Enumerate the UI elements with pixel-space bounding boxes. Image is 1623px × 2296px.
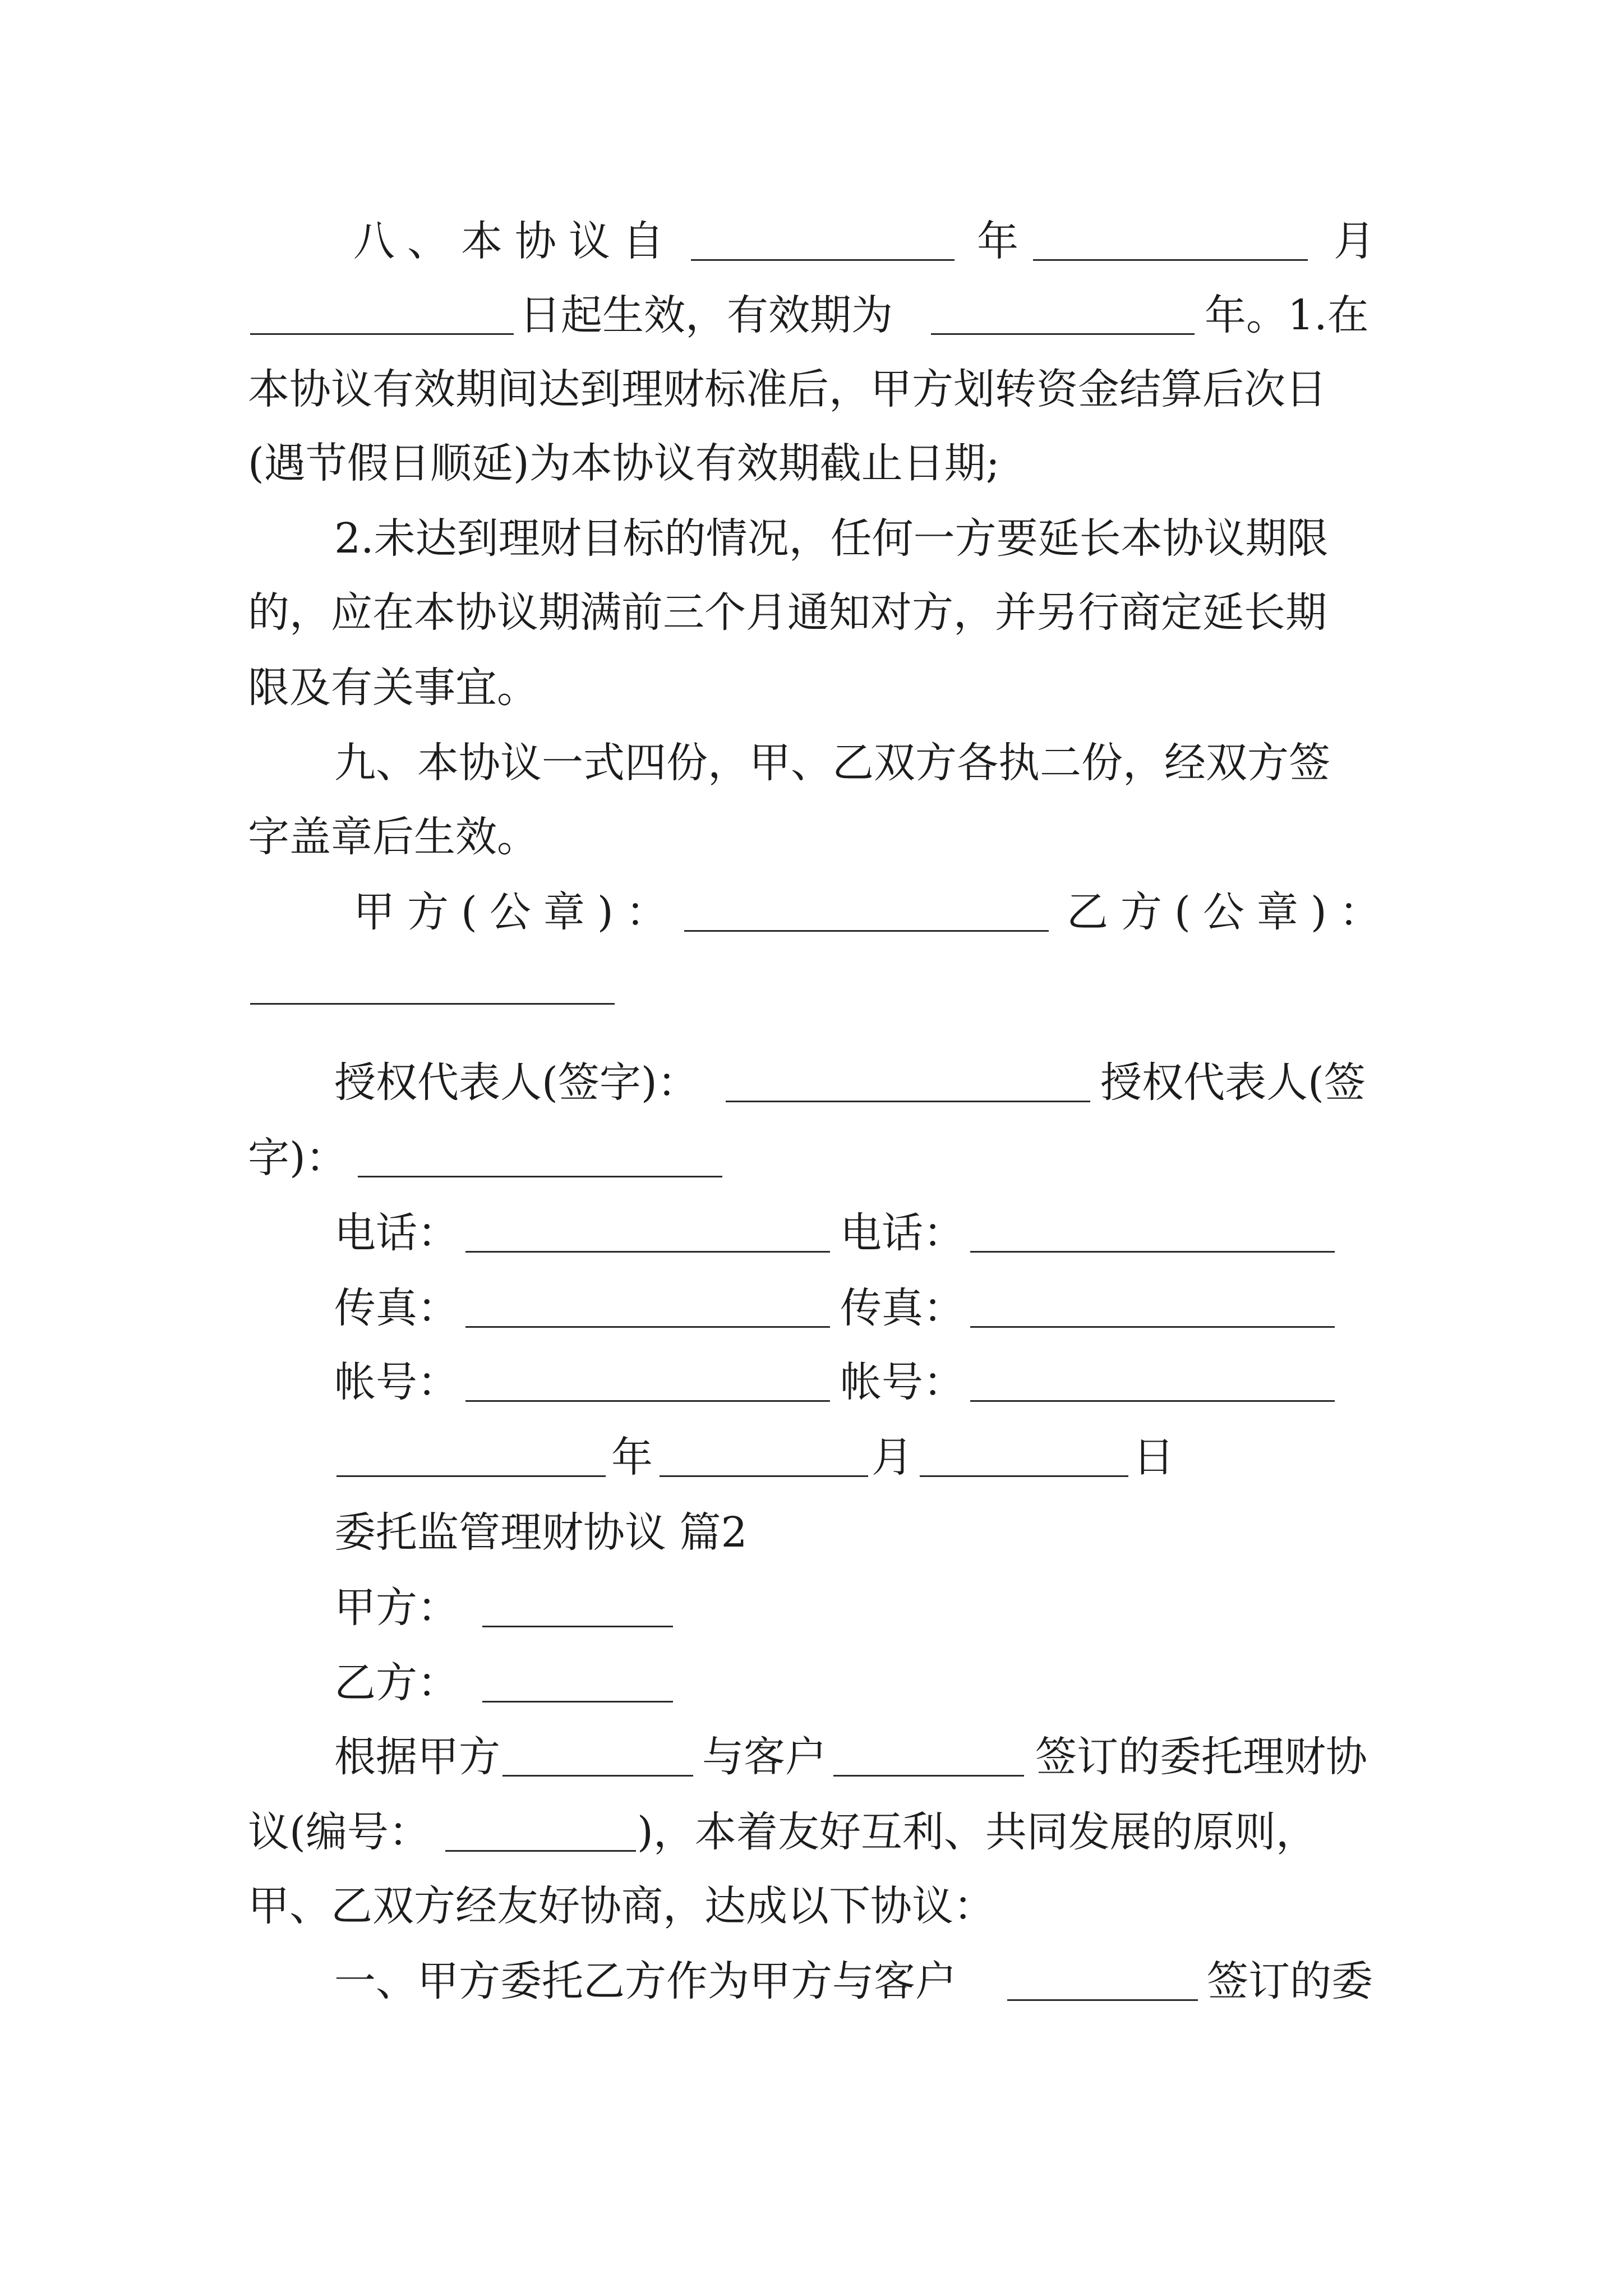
party-a-seal-label: 甲方(公章)： bbox=[353, 888, 680, 936]
seal-line-2 bbox=[248, 958, 1375, 1014]
phone-a-label: 电话： bbox=[334, 1209, 459, 1257]
basis-line-2 bbox=[248, 1804, 1375, 1860]
clause-8-heading: 八、本协议自 bbox=[353, 217, 676, 265]
clause-8-line-3 bbox=[248, 361, 1375, 417]
account-b-label: 帐号： bbox=[840, 1358, 965, 1406]
clause-9-line-2 bbox=[248, 809, 1375, 865]
day-blank[interactable] bbox=[250, 298, 514, 335]
seal-line bbox=[248, 884, 1393, 940]
basis-text-6: 甲、乙双方经友好协商，达成以下协议： bbox=[248, 1882, 995, 1930]
party-b-line bbox=[248, 1655, 1375, 1711]
phone-line bbox=[248, 1205, 1375, 1261]
client-name-blank[interactable] bbox=[833, 1740, 1024, 1777]
party-b-seal-label: 乙方(公章)： bbox=[1067, 888, 1393, 936]
article-1-text-b: 签订的委 bbox=[1207, 1957, 1373, 2005]
account-b-blank[interactable] bbox=[970, 1365, 1335, 1402]
rep-line-2 bbox=[248, 1130, 1375, 1186]
section-2-title-line bbox=[248, 1504, 1375, 1561]
validity-years-text: 年。1.在 bbox=[1205, 291, 1369, 339]
basis-text-4: 议(编号： bbox=[248, 1808, 430, 1856]
article-1-text-a: 一、甲方委托乙方作为甲方与客户 bbox=[334, 1957, 957, 2005]
section-2-title: 委托监管理财协议 篇2 bbox=[334, 1508, 748, 1557]
basis-line-3 bbox=[248, 1878, 1375, 1934]
clause-8-text-f: 的，应在本协议期满前三个月通知对方，并另行商定延长期 bbox=[248, 588, 1327, 637]
party-a-label: 甲方： bbox=[334, 1584, 459, 1632]
fax-a-blank[interactable] bbox=[465, 1291, 830, 1328]
phone-b-blank[interactable] bbox=[970, 1216, 1335, 1253]
date-day-label: 日 bbox=[1133, 1433, 1174, 1481]
rep-a-label: 授权代表人(签字)： bbox=[334, 1059, 699, 1107]
rep-b-label-1: 授权代表人(签 bbox=[1100, 1059, 1366, 1107]
phone-a-blank[interactable] bbox=[465, 1216, 830, 1253]
clause-9-text-b: 字盖章后生效。 bbox=[248, 813, 538, 861]
clause-8-text-d: (遇节假日顺延)为本协议有效期截止日期; bbox=[248, 439, 1000, 487]
fax-b-blank[interactable] bbox=[970, 1291, 1335, 1328]
clause-8-text-c: 本协议有效期间达到理财标准后，甲方划转资金结算后次日 bbox=[248, 365, 1327, 413]
clause-8-line-2 bbox=[248, 287, 1375, 343]
basis-text-5: )，本着友好互利、共同发展的原则， bbox=[637, 1808, 1317, 1856]
date-line bbox=[248, 1429, 1375, 1485]
clause-8-text-g: 限及有关事宜。 bbox=[248, 664, 538, 712]
phone-b-label: 电话： bbox=[840, 1209, 965, 1257]
fax-line bbox=[248, 1280, 1375, 1336]
clause-9-line-1 bbox=[248, 735, 1375, 791]
clause-9-text-a: 九、本协议一式四份，甲、乙双方各执二份，经双方签 bbox=[334, 739, 1330, 787]
basis-text-1: 根据甲方 bbox=[334, 1733, 500, 1781]
rep-line-1 bbox=[248, 1055, 1375, 1111]
clause-8-line-1 bbox=[248, 213, 1375, 269]
month-label: 月 bbox=[1334, 217, 1375, 265]
clause-8-line-6 bbox=[248, 585, 1375, 641]
date-day-blank[interactable] bbox=[920, 1441, 1128, 1477]
year-blank[interactable] bbox=[691, 224, 955, 261]
clause-8-line-7 bbox=[248, 660, 1375, 716]
validity-years-blank[interactable] bbox=[931, 298, 1195, 335]
article-1-line-1 bbox=[248, 1953, 1375, 2009]
year-label: 年 bbox=[977, 217, 1018, 265]
rep-b-blank[interactable] bbox=[358, 1141, 722, 1177]
clause-8-line-4 bbox=[248, 435, 1375, 491]
clause-8-text-e: 2.未达到理财目标的情况，任何一方要延长本协议期限 bbox=[334, 514, 1329, 563]
account-a-label: 帐号： bbox=[334, 1358, 459, 1406]
party-b-label: 乙方： bbox=[334, 1659, 459, 1707]
effective-text: 日起生效，有效期为 bbox=[519, 291, 893, 339]
party-a-blank[interactable] bbox=[482, 1591, 673, 1627]
party-b-seal-blank[interactable] bbox=[250, 968, 615, 1005]
month-blank[interactable] bbox=[1033, 224, 1308, 261]
basis-text-3: 签订的委托理财协 bbox=[1035, 1733, 1367, 1781]
rep-a-blank[interactable] bbox=[726, 1066, 1090, 1102]
date-month-label: 月 bbox=[872, 1433, 913, 1481]
party-b-blank[interactable] bbox=[482, 1666, 673, 1703]
fax-b-label: 传真： bbox=[840, 1284, 965, 1332]
basis-text-2: 与客户 bbox=[702, 1733, 827, 1781]
party-a-seal-blank[interactable] bbox=[684, 895, 1049, 932]
rep-b-label-2: 字)： bbox=[248, 1134, 347, 1182]
contract-number-blank[interactable] bbox=[445, 1815, 636, 1852]
article-1-client-blank[interactable] bbox=[1007, 1964, 1198, 2001]
clause-8-line-5 bbox=[248, 510, 1375, 567]
basis-line-1 bbox=[248, 1729, 1375, 1785]
date-year-blank[interactable] bbox=[336, 1441, 606, 1477]
account-line bbox=[248, 1354, 1375, 1410]
account-a-blank[interactable] bbox=[465, 1365, 830, 1402]
fax-a-label: 传真： bbox=[334, 1284, 459, 1332]
date-year-label: 年 bbox=[611, 1433, 653, 1481]
date-month-blank[interactable] bbox=[660, 1441, 868, 1477]
party-a-name-blank[interactable] bbox=[502, 1740, 693, 1777]
party-a-line bbox=[248, 1580, 1375, 1636]
